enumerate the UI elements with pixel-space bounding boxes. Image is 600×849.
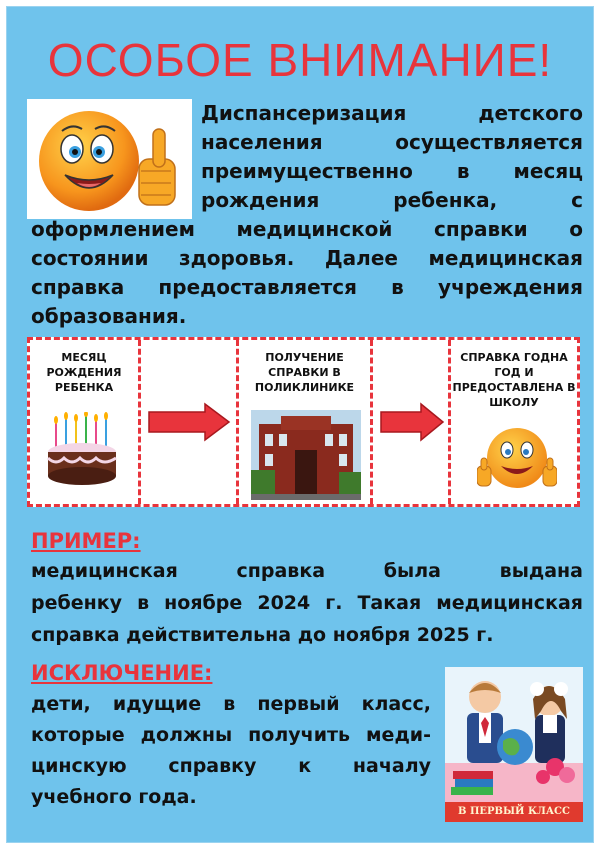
example-line-3: справка действительна до ноября 2025 г.	[31, 624, 494, 646]
flow-arrow-1	[138, 340, 236, 504]
schoolchildren-icon	[445, 667, 583, 802]
arrow-right-icon	[379, 402, 445, 442]
arrow-right-icon	[147, 402, 231, 442]
flow-step-clinic	[236, 340, 370, 504]
exception-heading: ИСКЛЮЧЕНИЕ:	[31, 661, 213, 685]
exception-line-2: которые должны получить меди-	[31, 724, 431, 746]
flow-step-birth-month	[30, 340, 138, 504]
example-line-2: ребенку в ноябре 2024 г. Такая медицинская	[31, 592, 583, 614]
exception-line-3: цинскую справку к началу	[31, 755, 431, 777]
school-banner-caption: В ПЕРВЫЙ КЛАСС	[445, 802, 583, 822]
page-title: ОСОБОЕ ВНИМАНИЕ!	[47, 34, 553, 86]
intro-text: Диспансеризация детского населения осуществляется преимущественно в месяц рождения ребенка, с оформлением медицинской справки о состоянии здоровья. Далее медицинская справка предоставляется в учреждения образования.	[31, 101, 583, 328]
flow-arrow-2	[370, 340, 448, 504]
flow-step-school	[448, 340, 577, 504]
exception-line-1: дети, идущие в первый класс,	[31, 693, 431, 715]
step-label: ПОЛУЧЕНИЕ СПРАВКИ В ПОЛИКЛИНИКЕ	[254, 351, 355, 394]
step-label: МЕСЯЦ РОЖДЕНИЯ РЕБЕНКА	[46, 351, 122, 394]
exception-line-4: учебного года.	[31, 786, 197, 808]
step-label: СПРАВКА ГОДНА ГОД И ПРЕДОСТАВЛЕНА В ШКОЛУ	[452, 351, 576, 409]
example-text	[31, 555, 583, 651]
example-heading: ПРИМЕР:	[31, 529, 141, 553]
birthday-cake-icon	[44, 412, 124, 492]
poster	[6, 6, 594, 843]
first-grade-illustration	[445, 667, 583, 822]
exception-text	[31, 689, 431, 813]
clinic-building-icon	[251, 410, 361, 500]
example-line-1: медицинская справка была выдана	[31, 560, 583, 582]
smiley-thumbs-up-icon	[477, 422, 557, 498]
intro-paragraph	[31, 99, 583, 331]
process-flow	[27, 337, 580, 507]
